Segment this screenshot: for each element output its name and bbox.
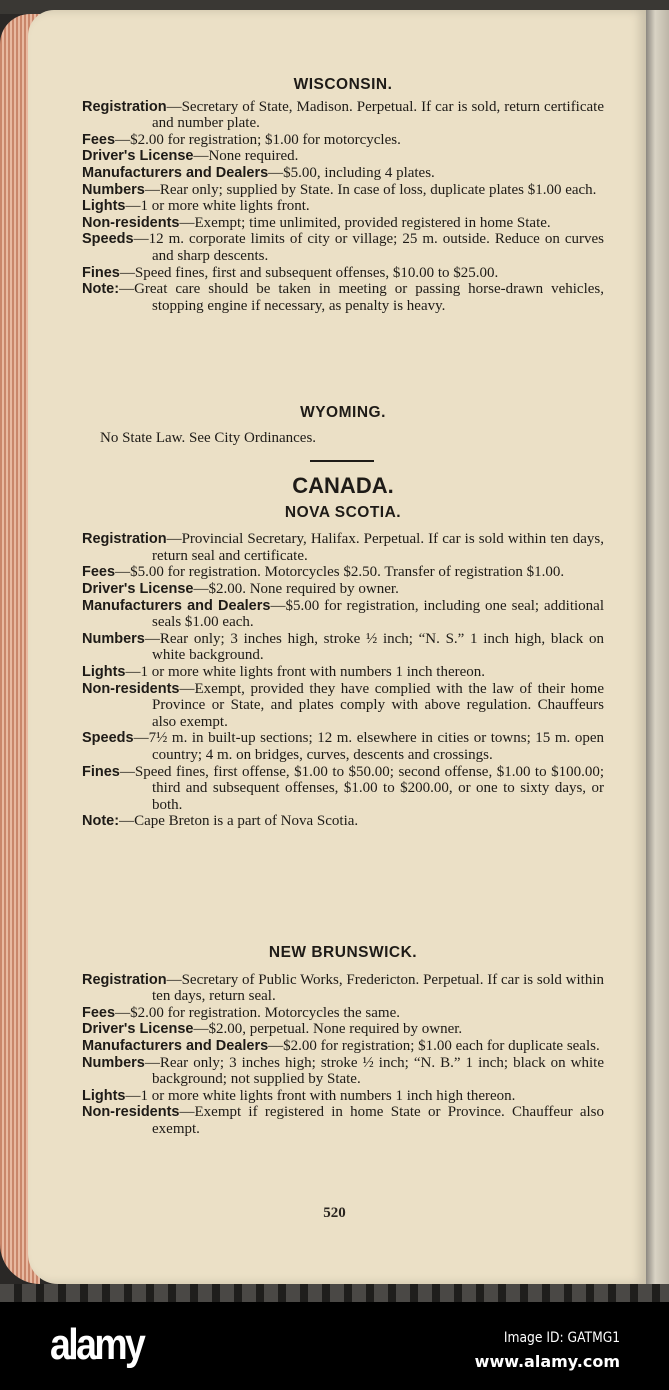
entry-label: Fines (82, 264, 120, 281)
wisconsin-section (82, 77, 604, 314)
entry-text: —Provincial Secretary, Halifax. Perpetual. If car is sold within ten days, return seal and certificate. (152, 531, 604, 564)
section-heading: NOVA SCOTIA. (284, 503, 402, 521)
entry-label: Numbers (82, 181, 145, 198)
canada-section (82, 473, 604, 830)
entry-label: Driver's License (82, 148, 194, 165)
entry-text: —12 m. corporate limits of city or village; 25 m. outside. Reduce on curves and sharp descents. (133, 231, 604, 264)
entry (82, 564, 604, 581)
entry (82, 198, 604, 215)
entry-list (82, 531, 604, 830)
entry (82, 99, 604, 132)
wyoming-text: No State Law. See City Ordinances. (100, 429, 317, 446)
entry-text: —Secretary of Public Works, Fredericton. Perpetual. If car is sold within ten days, return seal. (152, 971, 604, 1005)
book-spine-edge (646, 10, 669, 1284)
entry-text: —$2.00. None required by owner. (193, 580, 399, 597)
entry-label: Speeds (82, 231, 134, 248)
entry (82, 231, 604, 264)
entry-text: —7½ m. in built-up sections; 12 m. elsewhere in cities or towns; 15 m. open country; 4 m. on bridges, curves, descents and crossings. (133, 730, 604, 763)
entry-label: Fines (82, 763, 120, 780)
entry-text: —Exempt if registered in home State or Province. Chauffeur also exempt. (152, 1104, 604, 1137)
entry-text: —$5.00 for registration, including one seal; additional seals $1.00 each. (152, 597, 604, 631)
entry-label: Note: (82, 813, 120, 830)
entry (82, 764, 604, 814)
entry (82, 265, 604, 282)
entry-label: Manufacturers and Dealers (82, 164, 269, 181)
alamy-logo: alamy (50, 1320, 144, 1369)
entry-text: —Exempt; time unlimited, provided registered in home State. (179, 214, 551, 231)
entry-text: —Speed fines, first offense, $1.00 to $50.00; second offense, $1.00 to $100.00; third and subsequent offenses, $1.00 to $200.00, or one to sixty days, or both. (119, 763, 604, 813)
entry (82, 215, 604, 232)
entry-list (82, 99, 604, 315)
entry (82, 1055, 604, 1088)
entry-label: Lights (82, 198, 126, 215)
entry (82, 182, 604, 199)
entry (82, 1038, 604, 1055)
entry (82, 730, 604, 763)
entry-label: Registration (82, 531, 167, 548)
entry-text: —Rear only; supplied by State. In case of loss, duplicate plates $1.00 each. (144, 181, 597, 198)
entry (82, 148, 604, 165)
section-heading: WISCONSIN. (293, 76, 393, 93)
entry-label: Non-residents (82, 214, 180, 231)
entry-label: Driver's License (82, 1021, 194, 1038)
entry (82, 972, 604, 1005)
entry (82, 1088, 604, 1105)
entry-text: —$2.00 for registration. Motorcycles the same. (115, 1004, 400, 1021)
entry-label: Note: (82, 281, 120, 298)
entry (82, 165, 604, 182)
entry-list (82, 972, 604, 1138)
entry-label: Fees (82, 131, 116, 148)
entry-label: Lights (82, 1087, 126, 1104)
new-brunswick-section (82, 945, 604, 1138)
entry-text: —Secretary of State, Madison. Perpetual. If car is sold, return certificate and number plate. (152, 98, 604, 132)
entry (82, 281, 604, 314)
divider (310, 460, 374, 462)
entry-text: —1 or more white lights front with numbers 1 inch high thereon. (125, 1087, 516, 1104)
entry-text: —$2.00 for registration; $1.00 each for duplicate seals. (268, 1037, 600, 1054)
entry-label: Registration (82, 971, 167, 988)
entry-text: —$2.00 for registration; $1.00 for motorcycles. (115, 131, 401, 148)
entry (82, 813, 604, 830)
page-number: 520 (323, 1205, 346, 1221)
country-heading: CANADA. (292, 473, 394, 498)
entry-text: —$5.00 for registration. Motorcycles $2.50. Transfer of registration $1.00. (115, 564, 565, 581)
entry (82, 1104, 604, 1137)
entry-label: Fees (82, 564, 116, 581)
entry (82, 598, 604, 631)
entry-text: —1 or more white lights front. (125, 198, 310, 215)
entry-label: Fees (82, 1004, 116, 1021)
entry (82, 132, 604, 149)
entry-label: Manufacturers and Dealers (82, 1037, 269, 1054)
entry (82, 1005, 604, 1022)
entry-label: Non-residents (82, 1104, 180, 1121)
entry (82, 531, 604, 564)
entry-label: Speeds (82, 730, 134, 747)
entry (82, 581, 604, 598)
entry-text: —None required. (193, 148, 299, 165)
entry-text: —Speed fines, first and subsequent offenses, $10.00 to $25.00. (119, 264, 499, 281)
entry (82, 1021, 604, 1038)
entry-label: Manufacturers and Dealers (82, 597, 271, 614)
entry-label: Numbers (82, 630, 145, 647)
entry-label: Driver's License (82, 580, 194, 597)
entry-text: —Exempt, provided they have complied with the law of their home Province or State, and plates comply with above regulation. Chauffeurs also exempt. (152, 680, 604, 730)
entry-label: Registration (82, 98, 167, 115)
scan-bottom-band (0, 1284, 669, 1302)
entry-text: —Rear only; 3 inches high, stroke ½ inch; “N. S.” 1 inch high, black on white background. (144, 630, 604, 664)
entry-text: —$5.00, including 4 plates. (268, 164, 435, 181)
wyoming-section (82, 405, 604, 446)
entry-text: —$2.00, perpetual. None required by owner. (193, 1021, 463, 1038)
entry-text: —Rear only; 3 inches high; stroke ½ inch; “N. B.” 1 inch; black on white background; not supplied by State. (144, 1054, 604, 1088)
entry-label: Non-residents (82, 680, 180, 697)
watermark-footer (0, 1302, 669, 1390)
entry-label: Numbers (82, 1054, 145, 1071)
entry (82, 681, 604, 731)
section-heading: WYOMING. (300, 404, 386, 421)
image-id: Image ID: GATMG1 (503, 1330, 620, 1346)
section-heading: NEW BRUNSWICK. (268, 944, 418, 961)
site-url: www.alamy.com (474, 1352, 620, 1371)
entry (82, 631, 604, 664)
entry-label: Lights (82, 663, 126, 680)
entry-text: —Great care should be taken in meeting or passing horse-drawn vehicles, stopping engine if necessary, as penalty is heavy. (119, 281, 604, 314)
entry-text: —1 or more white lights front with numbers 1 inch thereon. (125, 663, 486, 680)
entry (82, 664, 604, 681)
entry-text: —Cape Breton is a part of Nova Scotia. (119, 813, 359, 830)
